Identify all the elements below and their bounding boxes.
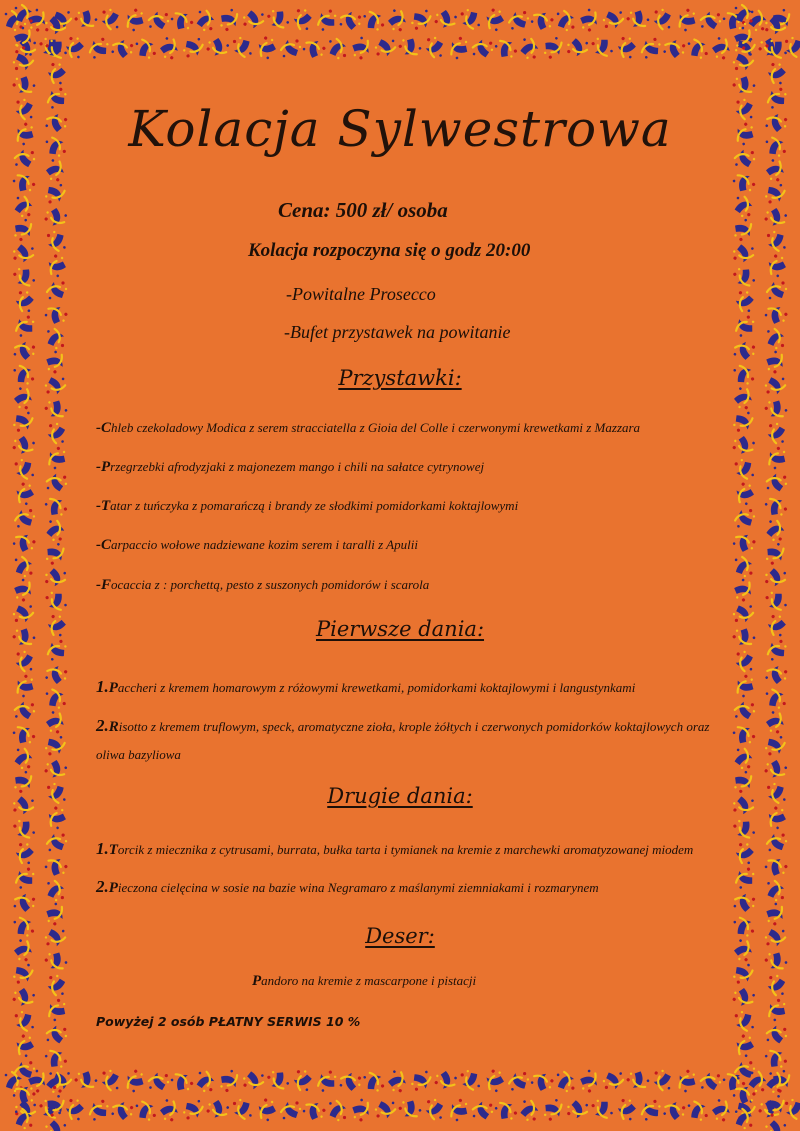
dish-item: -Chleb czekoladowy Modica z serem stracciatella z Gioia del Colle i czerwonymi krewetkami z Mazzara — [96, 420, 641, 436]
section-heading-dessert: Deser: — [365, 924, 435, 948]
section-heading-second-courses: Drugie dania: — [327, 784, 473, 808]
dish-item: -Tatar z tuńczyka z pomarańczą i brandy ze słodkimi pomidorkami koktajlowymi — [96, 498, 519, 514]
dish-item: 1.Paccheri z kremem homarowym z różowymi krewetkami, pomidorkami koktajlowymi i langustynkami — [96, 677, 636, 696]
price-line: Cena: 500 zł/ osoba — [278, 198, 448, 222]
dish-item: 2.Pieczona cielęcina w sosie na bazie wina Negramaro z maślanymi ziemniakami i rozmarynem — [96, 877, 599, 896]
section-heading-starters: Przystawki: — [338, 366, 462, 390]
dish-item: 1.Torcik z miecznika z cytrusami, burrata, bułka tarta i tymianek na kremie z marchewki aromatyzowanej miodem — [96, 839, 694, 858]
service-charge-note: Powyżej 2 osób PŁATNY SERWIS 10 % — [96, 1014, 361, 1029]
menu-title: Kolacja Sylwestrowa — [128, 100, 672, 158]
dish-item: -Carpaccio wołowe nadziewane kozim serem i taralli z Apulii — [96, 537, 418, 553]
start-time-line: Kolacja rozpoczyna się o godz 20:00 — [248, 240, 531, 261]
dessert-item: Pandoro na kremie z mascarpone i pistacji — [252, 973, 477, 989]
welcome-item: -Bufet przystawek na powitanie — [284, 322, 511, 342]
dish-item: -Przegrzebki afrodyzjaki z majonezem mango i chili na sałatce cytrynowej — [96, 459, 485, 475]
dish-item: -Focaccia z : porchettą, pesto z suszonych pomidorów i scarola — [96, 577, 430, 593]
dish-item: 2.Risotto z kremem truflowym, speck, aromatyczne zioła, krople żółtych i czerwonych pomidorków koktajlowych oraz oliwa bazyliowa — [96, 716, 710, 762]
section-heading-first-courses: Pierwsze dania: — [315, 617, 485, 641]
welcome-item: -Powitalne Prosecco — [286, 284, 436, 304]
